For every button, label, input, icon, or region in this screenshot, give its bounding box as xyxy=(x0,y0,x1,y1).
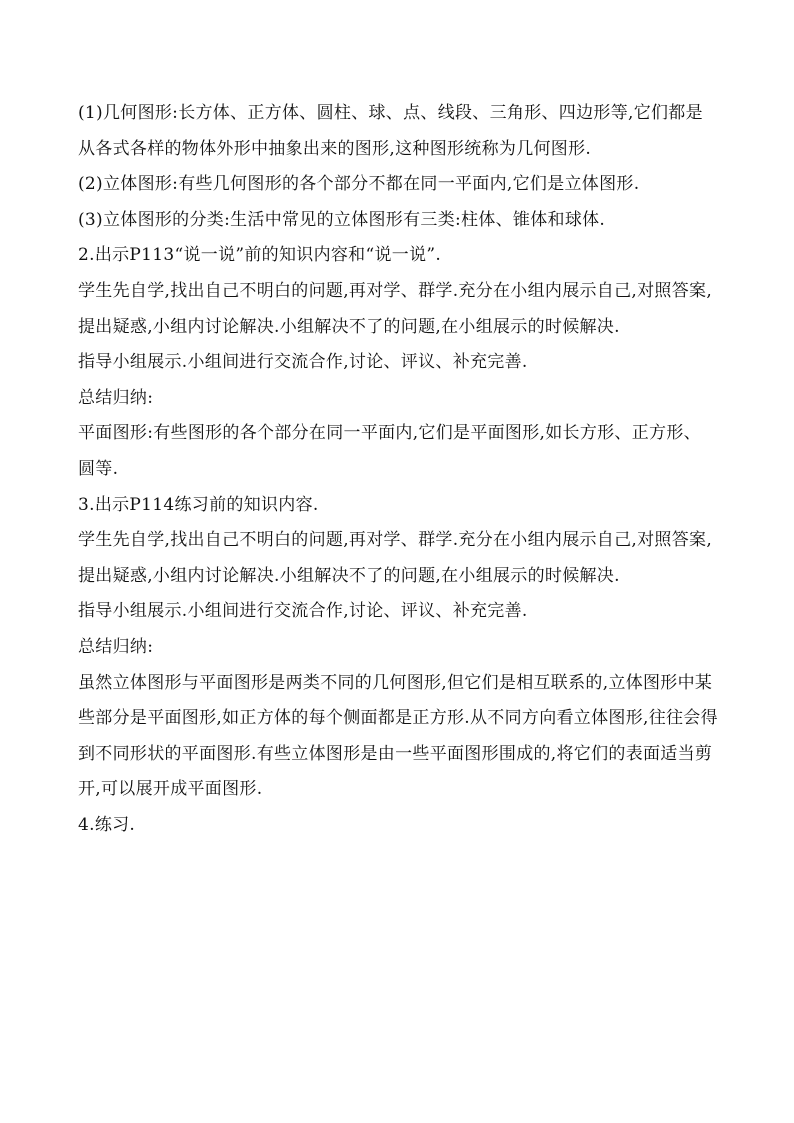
paragraph-guide-presentation-1: 指导小组展示.小组间进行交流合作,讨论、评议、补充完善. xyxy=(78,352,528,373)
paragraph-summary-label-2: 总结归纳: xyxy=(78,636,154,657)
paragraph-self-study-2: 学生先自学,找出自己不明白的问题,再对学、群学.充分在小组内展示自己,对照答案,提出疑惑,小组内讨论解决.小组解决不了的问题,在小组展示的时候解决. xyxy=(78,530,713,586)
paragraph-guide-presentation-2: 指导小组展示.小组间进行交流合作,讨论、评议、补充完善. xyxy=(78,601,528,622)
paragraph-3d-shape-def: (2)立体图形:有些几何图形的各个部分不都在同一平面内,它们是立体图形. xyxy=(78,174,640,195)
paragraph-plane-shape-def: 平面图形:有些图形的各个部分在同一平面内,它们是平面图形,如长方形、正方形、圆等. xyxy=(78,423,701,479)
paragraph-solid-geometry-def: (1)几何图形:长方体、正方体、圆柱、球、点、线段、三角形、四边形等,它们都是从各式各样的物体外形中抽象出来的图形,这种图形统称为几何图形. xyxy=(78,103,703,159)
paragraph-step-2-heading: 2.出示P113“说一说”前的知识内容和“说一说”. xyxy=(78,245,442,266)
paragraph-3d-shape-classification: (3)立体图形的分类:生活中常见的立体图形有三类:柱体、锥体和球体. xyxy=(78,209,606,230)
paragraph-summary-label-1: 总结归纳: xyxy=(78,387,154,408)
paragraph-step-3-heading: 3.出示P114练习前的知识内容. xyxy=(78,494,319,515)
document-body xyxy=(78,96,718,843)
paragraph-self-study-1: 学生先自学,找出自己不明白的问题,再对学、群学.充分在小组内展示自己,对照答案,提出疑惑,小组内讨论解决.小组解决不了的问题,在小组展示的时候解决. xyxy=(78,280,713,337)
paragraph-step-4-heading: 4.练习. xyxy=(78,814,136,835)
paragraph-relation-summary: 虽然立体图形与平面图形是两类不同的几何图形,但它们是相互联系的,立体图形中某些部分是平面图形,如正方体的每个侧面都是正方形.从不同方向看立体图形,往往会得到不同形状的平面图形.有些立体图形是由一些平面图形围成的,将它们的表面适当剪开,可以展开成平面图形. xyxy=(78,672,718,800)
